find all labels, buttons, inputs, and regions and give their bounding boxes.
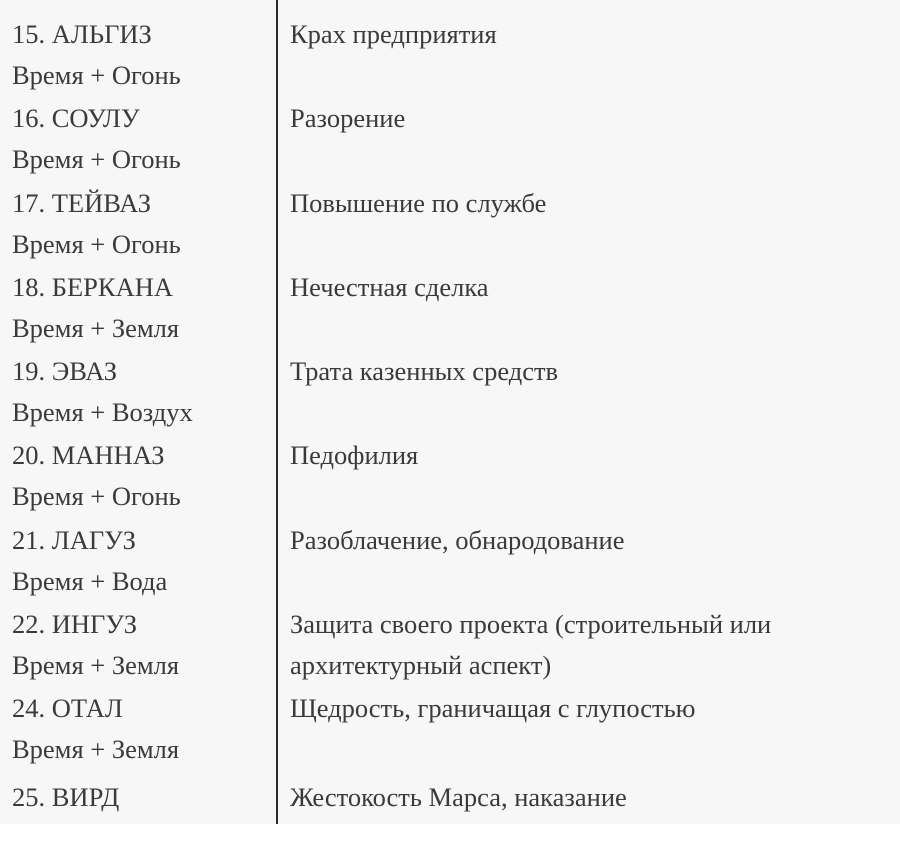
rune-cell xyxy=(12,520,274,602)
meaning-cell xyxy=(290,351,888,392)
rune-name: 25. ВИРД xyxy=(12,781,120,812)
meaning-cell xyxy=(290,777,888,818)
table-row xyxy=(0,14,900,98)
table-body xyxy=(0,14,900,857)
rune-name: 19. ЭВАЗ xyxy=(12,356,118,387)
meaning-text: Защита своего проекта (строительный или xyxy=(290,609,772,640)
rune-element: Время + Воздух xyxy=(12,397,193,428)
meaning-text: Щедрость, граничащая с глупостью xyxy=(290,693,696,724)
table-row xyxy=(0,520,900,604)
rune-cell xyxy=(12,183,274,265)
rune-name: 22. ИНГУЗ xyxy=(12,609,138,640)
meaning-cell xyxy=(290,267,888,308)
meaning-text: Крах предприятия xyxy=(290,19,497,49)
rune-name: 24. ОТАЛ xyxy=(12,693,123,724)
rune-cell xyxy=(12,267,274,349)
rune-name: 20. МАННАЗ xyxy=(12,440,165,471)
meaning-text: Разоблачение, обнародование xyxy=(290,524,625,555)
rune-cell xyxy=(12,435,274,517)
rune-element: Время + Огонь xyxy=(12,60,181,90)
rune-name: 15. АЛЬГИЗ xyxy=(12,19,152,49)
rune-cell xyxy=(12,688,274,770)
meaning-cell xyxy=(290,604,888,686)
rune-cell xyxy=(12,14,274,96)
table-row xyxy=(0,183,900,267)
meaning-cell xyxy=(290,98,888,139)
rune-cell xyxy=(12,604,274,686)
rune-name: 16. СОУЛУ xyxy=(12,103,140,134)
rune-name: 17. ТЕЙВАЗ xyxy=(12,187,152,218)
rune-element: Время + Огонь xyxy=(12,228,181,259)
table-row xyxy=(0,688,900,772)
meaning-text: Разорение xyxy=(290,103,406,134)
meaning-text: Жестокость Марса, наказание xyxy=(290,781,627,812)
meaning-text: Трата казенных средств xyxy=(290,356,559,387)
meaning-cell xyxy=(290,520,888,561)
rune-cell xyxy=(12,777,274,818)
table-row xyxy=(0,351,900,435)
rune-element: Время + Земля xyxy=(12,734,180,765)
rune-element: Время + Земля xyxy=(12,312,180,343)
table-row xyxy=(0,98,900,182)
rune-name: 21. ЛАГУЗ xyxy=(12,524,136,555)
rune-cell xyxy=(12,98,274,180)
rune-element: Время + Огонь xyxy=(12,481,181,512)
rune-element: Время + Земля xyxy=(12,650,180,681)
rune-cell xyxy=(12,351,274,433)
table-row xyxy=(0,773,900,857)
meaning-text: Педофилия xyxy=(290,440,419,471)
table-row xyxy=(0,604,900,688)
rune-element: Время + Вода xyxy=(12,565,168,596)
rune-name: 18. БЕРКАНА xyxy=(12,271,173,302)
meaning-cell xyxy=(290,14,888,55)
meaning-text: Повышение по службе xyxy=(290,187,547,218)
table-row xyxy=(0,267,900,351)
meaning-text-continued: архитектурный аспект) xyxy=(290,650,552,681)
meaning-cell xyxy=(290,183,888,224)
meaning-text: Нечестная сделка xyxy=(290,271,489,302)
meaning-cell xyxy=(290,688,888,729)
rune-element: Время + Огонь xyxy=(12,144,181,175)
table-row xyxy=(0,435,900,519)
meaning-cell xyxy=(290,435,888,476)
